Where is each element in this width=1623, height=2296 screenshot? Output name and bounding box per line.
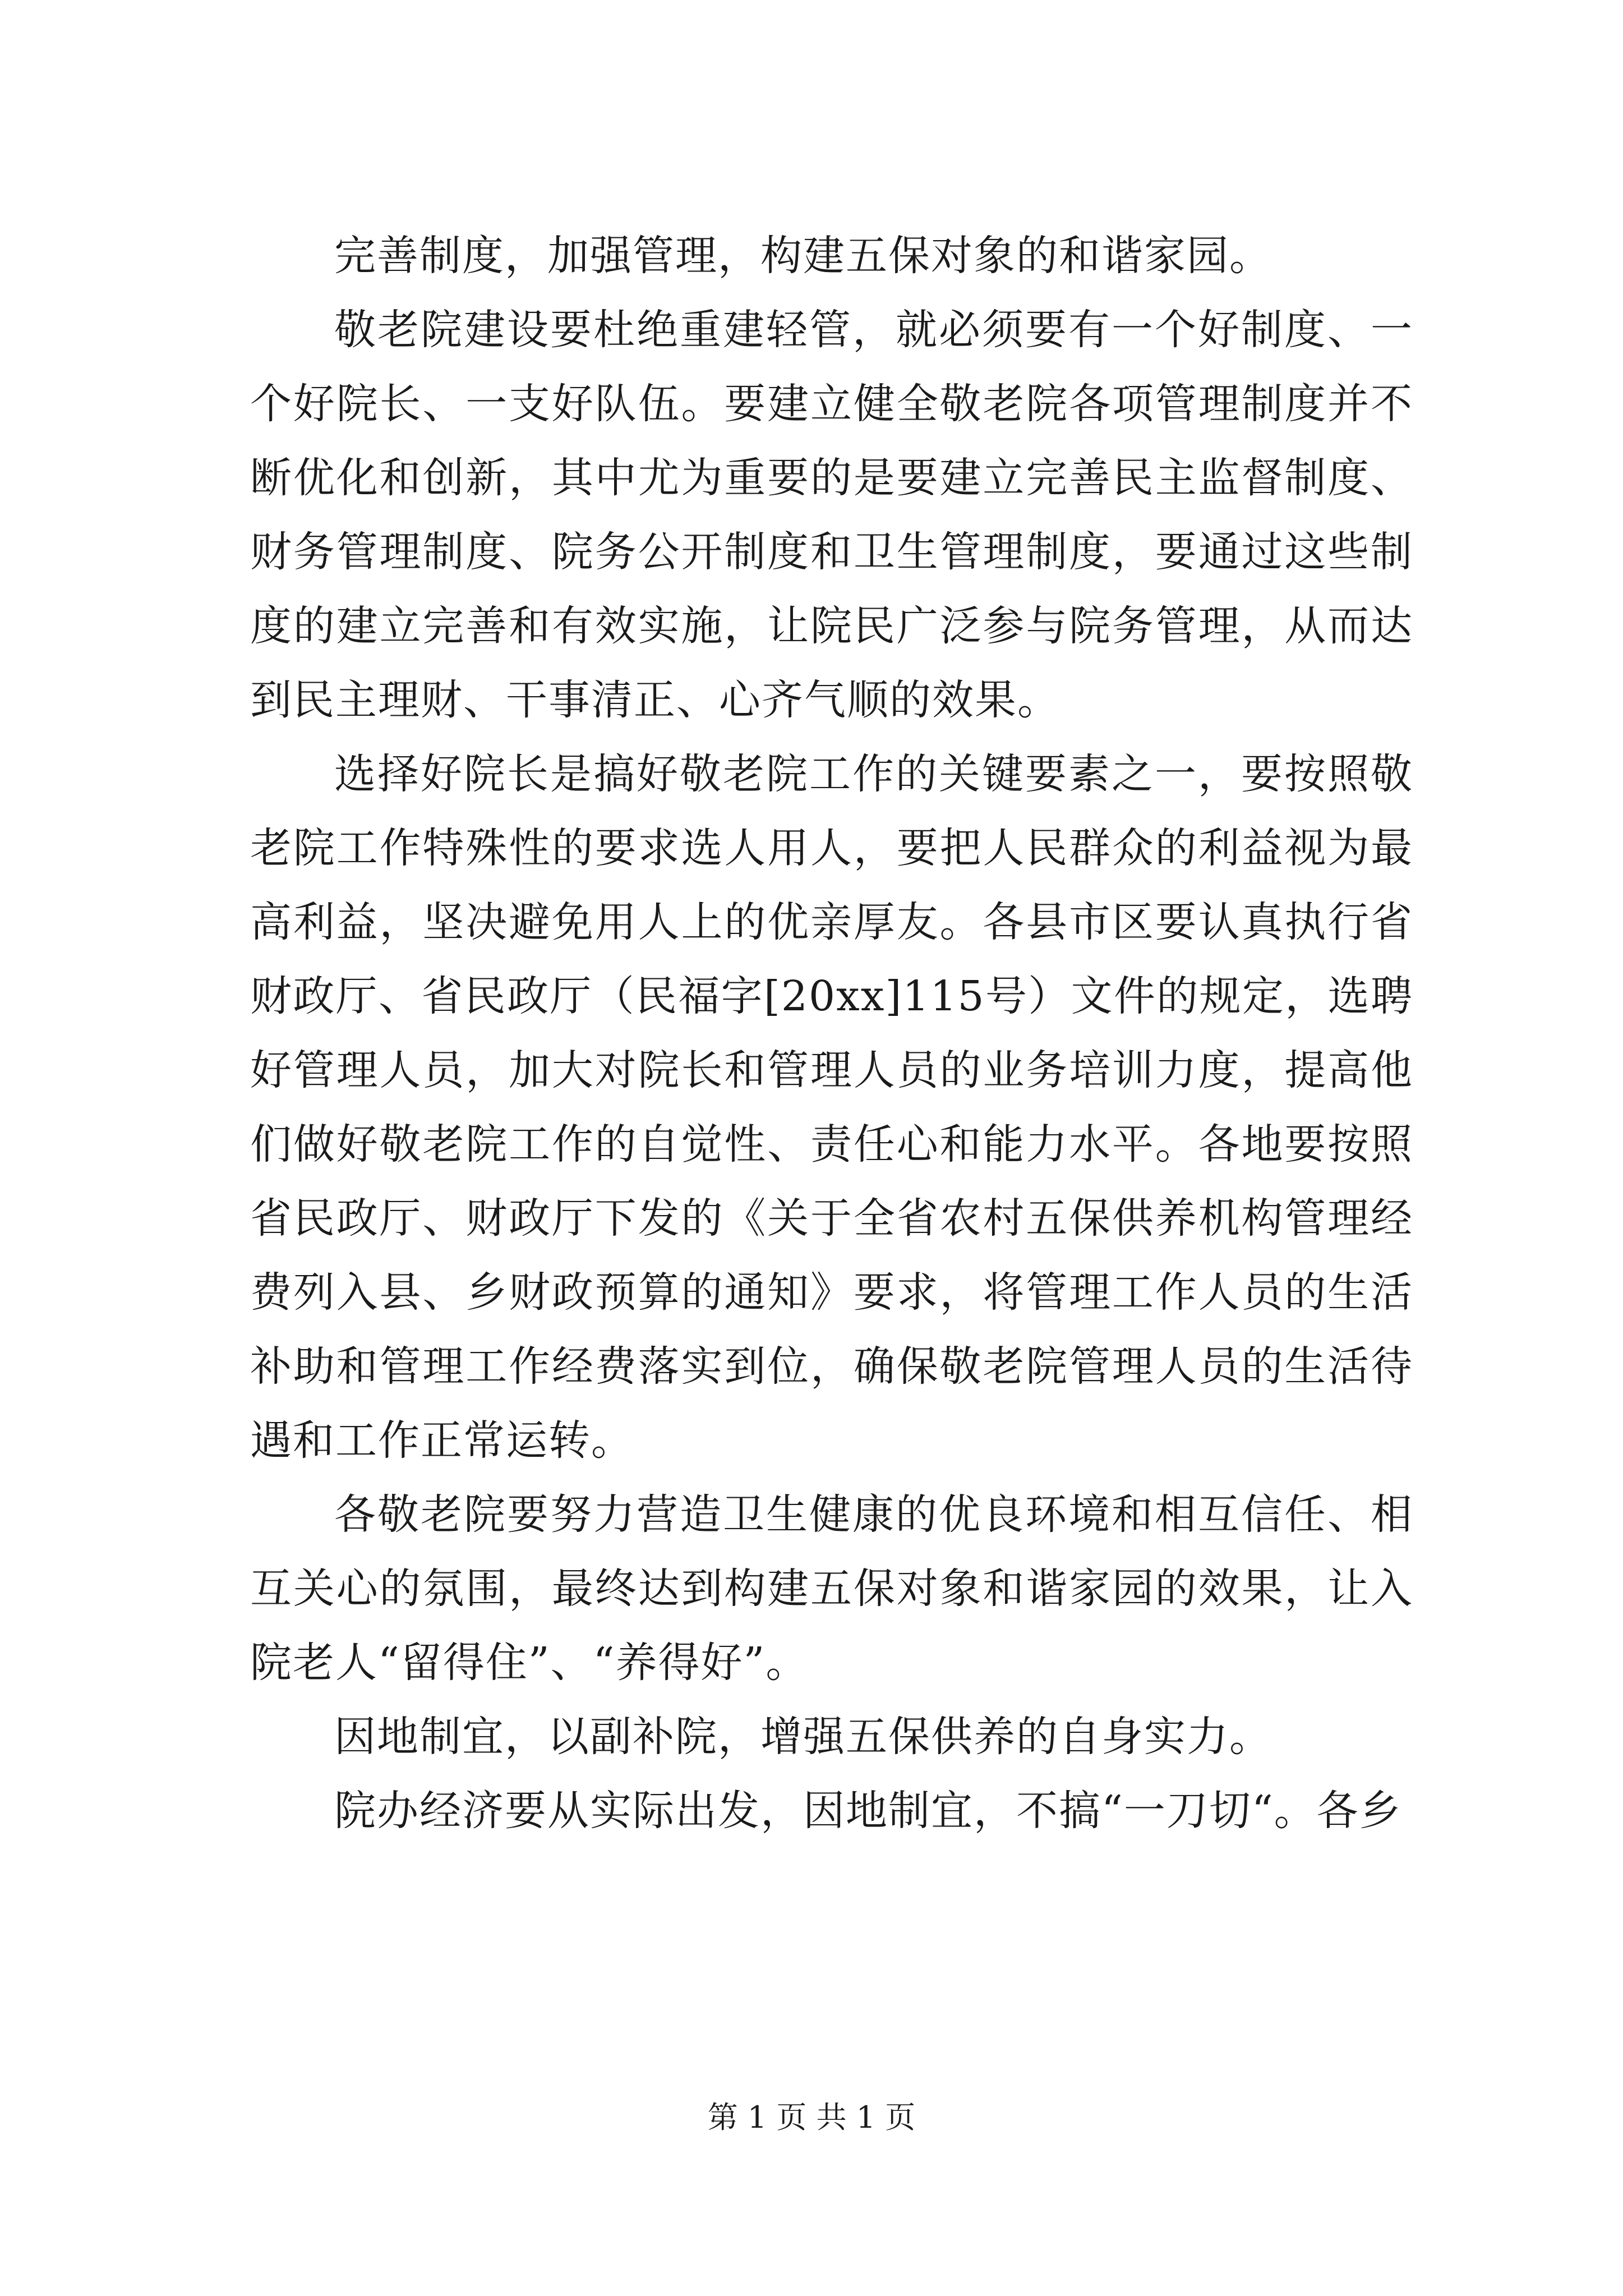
paragraph-heading-1: 完善制度，加强管理，构建五保对象的和谐家园。 [334,232,1272,280]
paragraph-4: 院办经济要从实际出发，因地制宜，不搞“一刀切“。各乡 [334,1787,1402,1835]
document-body [250,219,1413,1848]
paragraph-1: 敬老院建设要杜绝重建轻管，就必须要有一个好制度、一个好院长、一支好队伍。要建立健全敬老院各项管理制度并不断优化和创新，其中尤为重要的是要建立完善民主监督制度、财务管理制度、院务公开制度和卫生管理制度，要通过这些制度的建立完善和有效实施，让院民广泛参与院务管理，从而达到民主理财、干事清正、心齐气顺的效果。 [250,306,1413,724]
paragraph-heading-2: 因地制宜，以副补院，增强五保供养的自身实力。 [334,1713,1272,1761]
page-footer: 第 1 页 共 1 页 [707,2100,916,2135]
paragraph-3: 各敬老院要努力营造卫生健康的优良环境和相互信任、相互关心的氛围，最终达到构建五保对象和谐家园的效果，让入院老人“留得住”、“养得好”。 [250,1490,1413,1687]
paragraph-2: 选择好院长是搞好敬老院工作的关键要素之一，要按照敬老院工作特殊性的要求选人用人，要把人民群众的利益视为最高利益，坚决避免用人上的优亲厚友。各县市区要认真执行省财政厅、省民政厅（民福字[20xx]115号）文件的规定，选聘好管理人员，加大对院长和管理人员的业务培训力度，提高他们做好敬老院工作的自觉性、责任心和能力水平。各地要按照省民政厅、财政厅下发的《关于全省农村五保供养机构管理经费列入县、乡财政预算的通知》要求，将管理工作人员的生活补助和管理工作经费落实到位，确保敬老院管理人员的生活待遇和工作正常运转。 [250,750,1413,1465]
